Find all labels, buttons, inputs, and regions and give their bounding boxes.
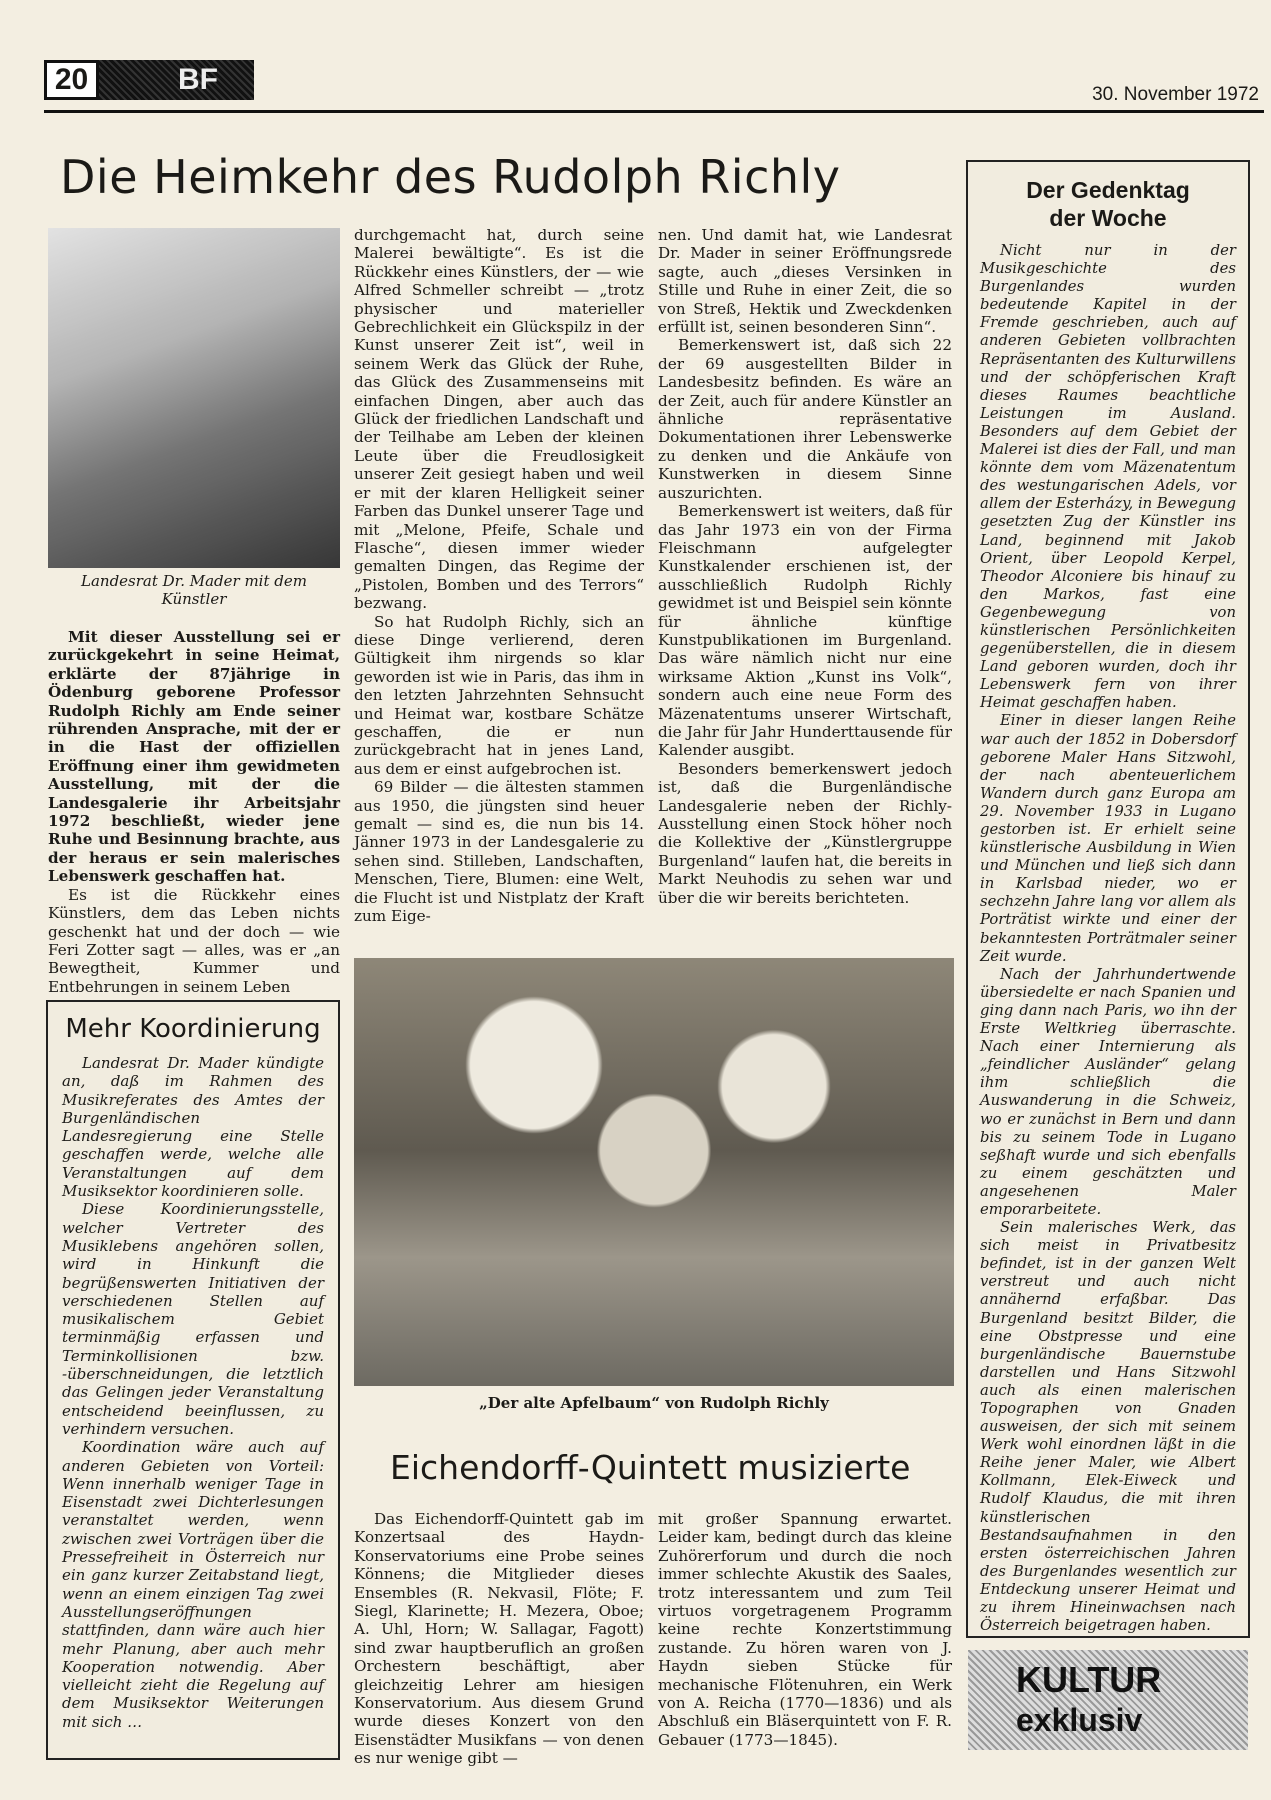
painting-apfelbaum — [354, 958, 954, 1386]
paragraph: Es ist die Rückkehr eines Künstlers, dem das Leben nichts geschenkt hat und der doch — wie Feri Zotter sagt — alles, was er „an Bewegtheit, Kummer und Entbehrungen in seinem Leben — [48, 885, 340, 996]
article2-col1 — [354, 1510, 644, 1768]
top-rule — [44, 110, 1264, 113]
paragraph: Koordination wäre auch auf anderen Gebieten von Vorteil: Wenn innerhalb weniger Tage in Eisenstadt zwei Dichterlesungen veranstaltet werden, wenn zwischen zwei Vorträgen über die Pressefreiheit in Österreich nur ein ganz kurzer Zeitabstand liegt, wenn an einem einzigen Tag zwei Ausstellungseröffnungen stattfinden, dann wäre auch hier mehr Planung, aber auch mehr Kooperation notwendig. Aber vielleicht zieht die Regelung auf dem Musiksektor Weiterungen mit sich … — [62, 1438, 324, 1731]
paragraph: Nach der Jahrhundertwende übersiedelte er nach Spanien und ging dann nach Paris, wo ihn der Erste Weltkrieg überraschte. Nach einer Internierung als „feindlicher Ausländer“ gelang ihm schließlich die Auswanderung in die Schweiz, wo er zunächst in Bern und dann bis zu seinem Tode in Lugano seßhaft wurde und sich ebenfalls zu einem geschätzten und angesehenen Maler emporarbeitete. — [980, 965, 1236, 1218]
kultur-line2: exklusiv — [1016, 1702, 1143, 1738]
paragraph: Bemerkenswert ist, daß sich 22 der 69 ausgestellten Bilder in Landesbesitz befinden. Es wäre an der Zeit, auch für andere Künstler an ähnliche repräsentative Dokumentationen ihrer Lebenswerke zu denken und die Ankäufe von Kunstwerken in diesem Sinne auszurichten. — [658, 336, 952, 502]
paragraph: Bemerkenswert ist weiters, daß für das Jahr 1973 ein von der Firma Fleischmann aufgelegter Kunstkalender erschienen ist, der ausschließlich Rudolph Richly gewidmet ist und Beispiel sein könnte für ähnliche künftige Kunstpublikationen im Burgenland. Das wäre nämlich nicht nur eine wirksame Aktion „Kunst ins Volk“, sondern auch eine neue Form des Mäzenatentums unserer Wirtschaft, die Jahr für Jahr Hunderttausende für Kalender ausgibt. — [658, 502, 952, 760]
paragraph: durchgemacht hat, durch seine Malerei bewältigte“. Es ist die Rückkehr eines Künstlers, der — wie Alfred Schmeller schreibt — „trotz physischer und materieller Gebrechlichkeit ein Glückspilz in der Kunst unserer Zeit ist“, weil in seinem Werk das Glück der Ruhe, das Glück des Zusammenseins mit einfachen Dingen, aber auch das Glück der friedlichen Landschaft und der Teilhabe am Leben der kleinen Leute über die Freudlosigkeit unserer Zeit gesiegt haben und weil er mit der klaren Helligkeit seiner Farben das Dunkel unserer Tage und mit „Melone, Pfeife, Schale und Flasche“, diesen immer wieder gemalten Dingen, das Regime der „Pistolen, Bomben und des Terrors“ bezwang. — [354, 226, 644, 613]
issue-date: 30. November 1972 — [1092, 84, 1259, 105]
article2-headline: Eichendorff-Quintett musizierte — [390, 1448, 911, 1487]
gedenktag-sidebar — [966, 160, 1250, 1638]
koordinierung-box — [46, 1000, 340, 1760]
photo-mader-richly — [48, 228, 340, 568]
paragraph: Das Eichendorff-Quintett gab im Konzertsaal des Haydn-Konservatoriums eine Probe seines Könnens; die Mitglieder dieses Ensembles (R. Nekvasil, Flöte; F. Siegl, Klarinette; H. Mezera, Oboe; A. Uhl, Horn; W. Sallagar, Fagott) sind zwar hauptberuflich an großen Orchestern beschäftigt, aber gleichzeitig Lehrer am hiesigen Konservatorium. Aus diesem Grund wurde dieses Konzert von den Eisenstädter Musikfans — von denen es nur wenige gibt — — [354, 1510, 644, 1768]
paragraph: Landesrat Dr. Mader kündigte an, daß im Rahmen des Musikreferates des Amtes der Burgenländischen Landesregierung eine Stelle geschaffen werde, welche alle Veranstaltungen auf dem Musiksektor koordinieren solle. — [62, 1054, 324, 1201]
kultur-line1: KULTUR — [1016, 1659, 1162, 1700]
paragraph: 69 Bilder — die ältesten stammen aus 1950, die jüngsten sind heuer gemalt — sind es, die nun bis 14. Jänner 1973 in der Landesgalerie zu sehen sind. Stilleben, Landschaften, Menschen, Tiere, Blumen: eine Welt, die Flucht ist und Nistplatz der Kraft zum Eige- — [354, 778, 644, 926]
paragraph: So hat Rudolph Richly, sich an diese Dinge verlierend, deren Gültigkeit ihm nirgends so klar geworden ist wie in Paris, das ihm in den letzten Jahrzehnten Sehnsucht und Heimat war, kostbare Schätze geschaffen, die er nun zurückgebracht hat in jenes Land, aus dem er einst aufgebrochen ist. — [354, 612, 644, 778]
box-title: Mehr Koordinierung — [65, 1014, 321, 1044]
kultur-exklusiv-badge — [968, 1650, 1248, 1750]
paragraph: Nicht nur in der Musikgeschichte des Burgenlandes wurden bedeutende Kapitel in der Fremde geschrieben, auch auf anderen Gebieten vollbrachten Repräsentanten des Kulturwillens und der schöpferischen Kraft dieses Raumes beachtliche Leistungen im Ausland. Besonders auf dem Gebiet der Malerei ist dies der Fall, und man könnte dem vom Mäzenatentum des westungarischen Adels, vor allem der Esterházy, in Bewegung gesetzten Zug der Künstler ins Land, beginnend mit Jakob Orient, über Leopold Kerpel, Theodor Alconiere bis hinauf zu den Markos, fast eine Gegenbewegung von künstlerischen Persönlichkeiten gegenüberstellen, die in diesem Land geboren wurden, doch ihr Lebenswerk fern von ihrer Heimat geschaffen haben. — [980, 242, 1236, 712]
paragraph: Sein malerisches Werk, das sich meist in Privatbesitz befindet, ist in der ganzen Welt verstreut und auch nicht annähernd erfaßbar. Das Burgenland besitzt Bilder, die eine Obstpresse und eine burgenländische Bauernstube darstellen und Hans Sitzwohl auch als einen malerischen Topographen von Gnaden ausweisen, der sich mit seinem Werk wohl einordnen läßt in die Reihe jener Maler, wie Albert Kollmann, Elek-Eiweck und Rudolf Klaudus, die mit ihren künstlerischen Bestandsaufnahmen in den ersten österreichischen Jahren des Burgenlandes wesentlich zur Entdeckung unserer Heimat und zu ihrem Hineinwachsen nach Österreich beigetragen haben. — [980, 1219, 1236, 1635]
section-label: BF — [178, 63, 218, 96]
article1-col3 — [658, 226, 952, 907]
paragraph: Einer in dieser langen Reihe war auch der 1852 in Dobersdorf geborene Maler Hans Sitzwohl, der nach abenteuerlichem Wandern durch ganz Europa am 29. November 1933 in Lugano gestorben ist. Er erhielt seine künstlerische Ausbildung in Wien und München und ließ sich dann in Karlsbad nieder, wo er sechzehn Jahre lang vor allem als Porträtist wirkte und einer der bekanntesten Porträtmaler seiner Zeit wurde. — [980, 712, 1236, 965]
painting-caption: „Der alte Apfelbaum“ von Rudolph Richly — [479, 1394, 829, 1412]
sidebar-body — [980, 242, 1236, 1635]
photo-caption: Landesrat Dr. Mader mit dem Künstler — [81, 572, 307, 608]
lead-paragraph: Mit dieser Ausstellung sei er zurückgekehrt in seine Heimat, erklärte der 87jährige in Ödenburg geborene Professor Rudolph Richly am Ende seiner rührenden Ansprache, mit der er in die Hast der offiziellen Eröffnung einer ihm gewidmeten Ausstellung, mit der die Landesgalerie ihr Arbeitsjahr 1972 beschließt, wieder jene Ruhe und Besinnung brachte, aus der heraus er sein malerisches Lebenswerk geschaffen hat. — [48, 628, 340, 886]
paragraph: Besonders bemerkenswert jedoch ist, daß die Burgenländische Landesgalerie neben der Richly-Ausstellung einen Stock höher noch die Kollektive der „Künstlergruppe Burgenland“ laufen hat, die bereits in Markt Neuhodis zu sehen war und über die wir bereits berichteten. — [658, 759, 952, 907]
box-body — [62, 1054, 324, 1731]
article2-col2 — [658, 1510, 952, 1749]
article1-col2 — [354, 226, 644, 925]
masthead-band — [99, 60, 254, 100]
page-number: 20 — [44, 60, 99, 100]
headline: Die Heimkehr des Rudolph Richly — [60, 150, 841, 204]
sidebar-title-line1: Der Gedenktag — [1026, 177, 1190, 203]
paragraph: mit großer Spannung erwartet. Leider kam, bedingt durch das kleine Zuhörerforum und durch die noch immer schlechte Akustik des Saales, trotz interessantem und zum Teil virtuos vorgetragenem Programm keine rechte Konzertstimmung zustande. Zu hören waren von J. Haydn sieben Stücke für mechanische Flötenuhren, ein Werk von A. Reicha (1770—1836) und als Abschluß ein Bläserquintett von F. R. Gebauer (1773—1845). — [658, 1510, 952, 1749]
article1-col1 — [48, 628, 340, 996]
sidebar-title-line2: der Woche — [1049, 205, 1167, 231]
paragraph: nen. Und damit hat, wie Landesrat Dr. Mader in seiner Eröffnungsrede sagte, auch „dieses Versinken in Stille und Ruhe in einer Zeit, die so von Streß, Hektik und Zweckdenken erfüllt ist, seinen besonderen Sinn“. — [658, 226, 952, 337]
paragraph: Diese Koordinierungsstelle, welcher Vertreter des Musiklebens angehören sollen, wird in Hinkunft die begrüßenswerten Initiativen der verschiedenen Stellen auf musikalischem Gebiet terminmäßig erfassen und Terminkollisionen bzw. -überschneidungen, die letztlich das Gelingen jeder Veranstaltung entscheidend beeinflussen, zu verhindern versuchen. — [62, 1200, 324, 1438]
